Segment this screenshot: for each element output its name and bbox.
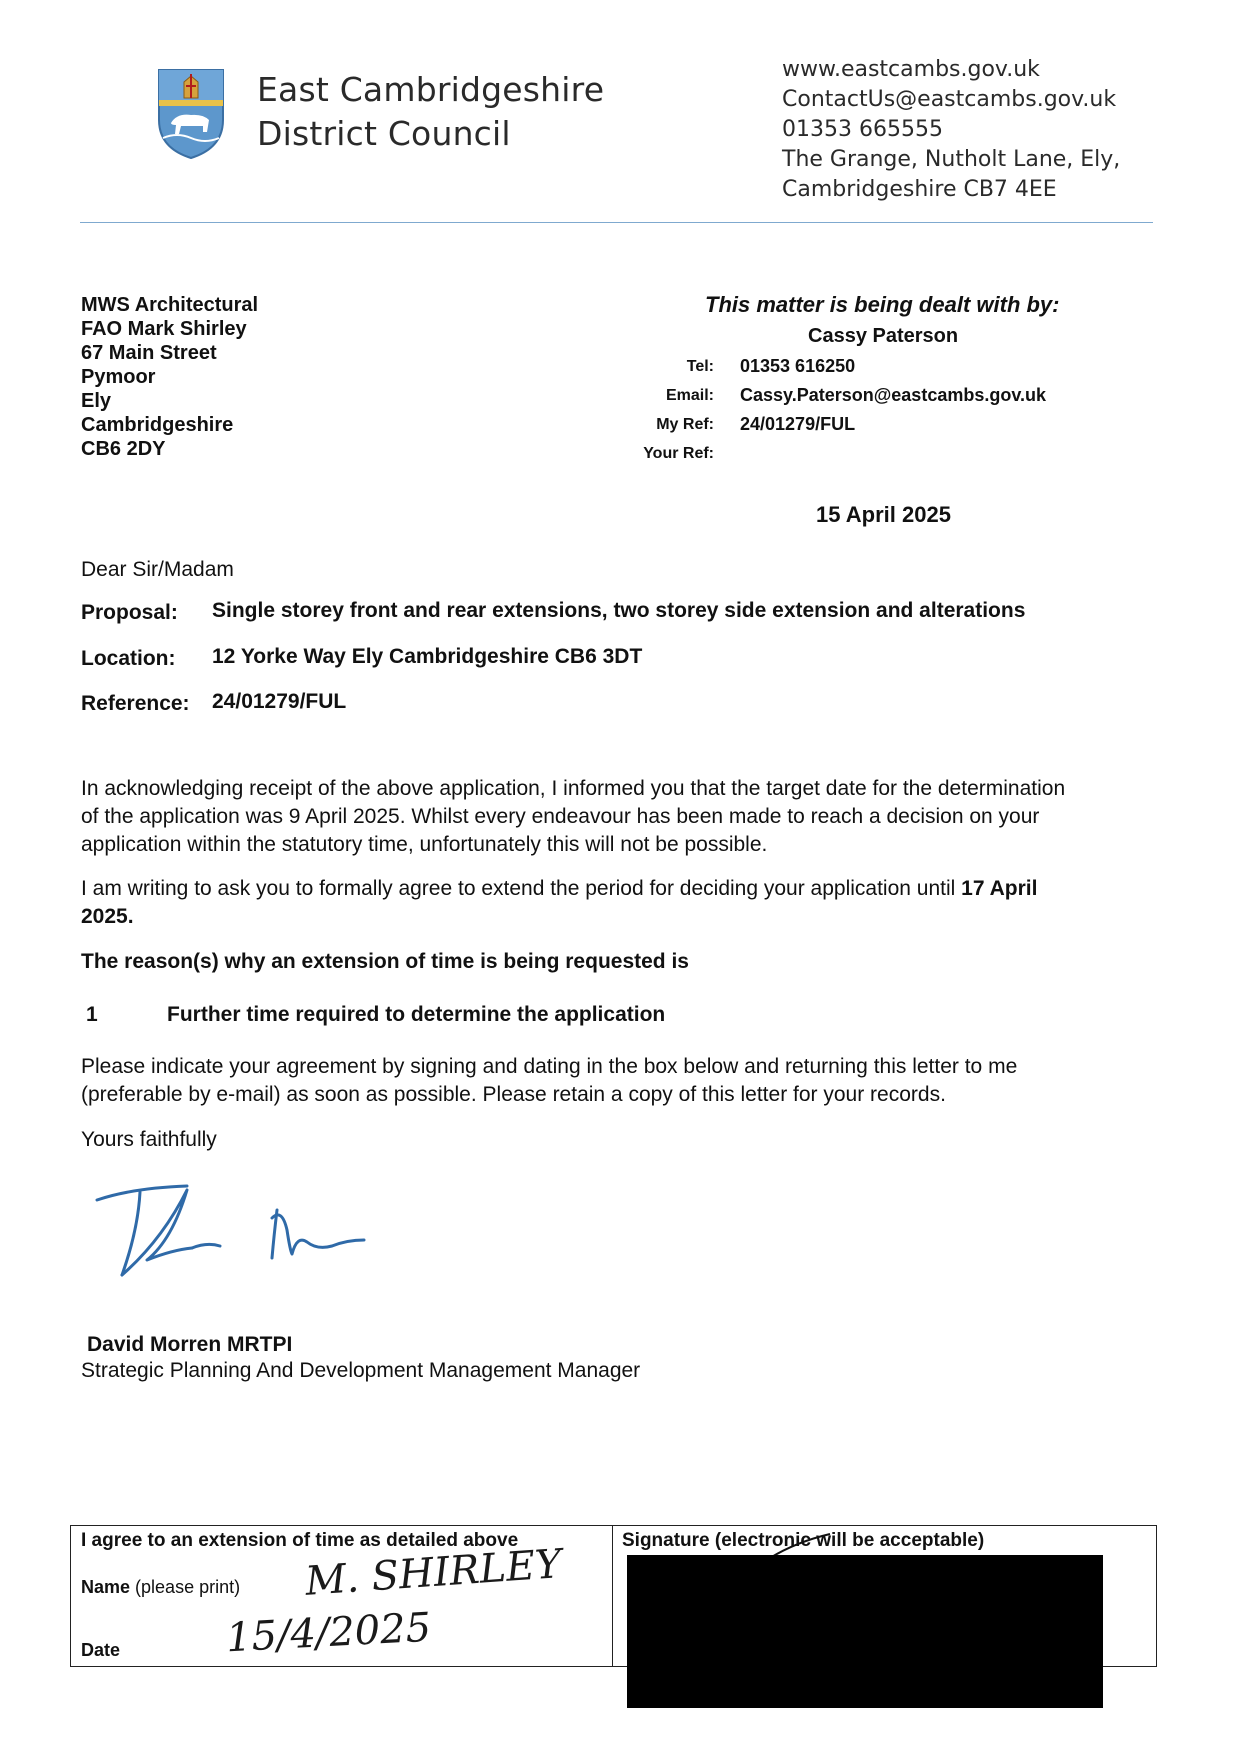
letter-date: 15 April 2025: [816, 502, 951, 527]
header-divider: [80, 222, 1153, 223]
reasons-heading: The reason(s) why an extension of time is being requested is: [81, 950, 689, 973]
recipient-line: CB6 2DY: [81, 438, 166, 460]
council-phone: 01353 665555: [782, 117, 943, 142]
body-paragraph-1-line: In acknowledging receipt of the above application, I informed you that the target date for the determination: [81, 777, 1066, 800]
body-paragraph-3-line: (preferable by e-mail) as soon as possible. Please retain a copy of this letter for your records.: [81, 1083, 946, 1106]
council-address-line2: Cambridgeshire CB7 4EE: [782, 177, 1057, 202]
email-label: Email:: [665, 387, 714, 404]
agreement-heading: I agree to an extension of time as detailed above: [81, 1530, 519, 1551]
case-officer-name: Cassy Paterson: [808, 325, 959, 347]
agreement-date-field[interactable]: 15/4/2025: [224, 1604, 433, 1662]
tel-label: Tel:: [686, 358, 714, 375]
recipient-line: 67 Main Street: [81, 342, 217, 364]
body-paragraph-1-line: of the application was 9 April 2025. Whilst every endeavour has been made to reach a decision on your: [81, 805, 1040, 828]
council-name-line2: District Council: [257, 114, 511, 153]
redacted-signature-block: [627, 1555, 1103, 1708]
recipient-line: Ely: [81, 390, 112, 412]
signature-label: Signature (electronic will be acceptable): [622, 1530, 985, 1551]
reason-number: 1: [86, 1003, 98, 1026]
reference-label: Reference:: [81, 692, 190, 715]
reason-text: Further time required to determine the application: [167, 1003, 666, 1026]
closing: Yours faithfully: [81, 1128, 217, 1151]
council-name-line1: East Cambridgeshire: [257, 70, 605, 109]
dealt-with-title: This matter is being dealt with by:: [705, 292, 1060, 317]
body-paragraph-2: [81, 875, 1161, 903]
extension-request-text: I am writing to ask you to formally agree to extend the period for deciding your application until: [81, 877, 962, 900]
location-label: Location:: [81, 647, 176, 670]
signatory-title: Strategic Planning And Development Management Manager: [81, 1359, 641, 1382]
council-crest-logo: [157, 68, 225, 160]
extension-date-part1: 17 April: [961, 877, 1038, 900]
recipient-line: Pymoor: [81, 366, 156, 388]
my-ref-label: My Ref:: [656, 416, 714, 433]
council-email[interactable]: ContactUs@eastcambs.gov.uk: [782, 87, 1117, 112]
recipient-line: FAO Mark Shirley: [81, 318, 247, 340]
council-address-line1: The Grange, Nutholt Lane, Ely,: [782, 147, 1121, 172]
name-label: Name: [81, 1577, 131, 1597]
your-ref-label: Your Ref:: [643, 445, 714, 462]
my-ref-value: 24/01279/FUL: [740, 414, 856, 434]
signatory-name: David Morren MRTPI: [87, 1333, 293, 1356]
body-paragraph-3-line: Please indicate your agreement by signing and dating in the box below and returning this letter to me: [81, 1055, 1018, 1078]
agreement-box-divider: [612, 1525, 613, 1667]
proposal-label: Proposal:: [81, 601, 178, 624]
council-website[interactable]: www.eastcambs.gov.uk: [782, 57, 1040, 82]
salutation: Dear Sir/Madam: [81, 558, 234, 581]
extension-date-part2: 2025.: [81, 905, 134, 928]
body-paragraph-1-line: application within the statutory time, unfortunately this will not be possible.: [81, 833, 768, 856]
handwritten-signature: [92, 1180, 392, 1290]
recipient-line: MWS Architectural: [81, 294, 259, 316]
name-hint: (please print): [135, 1577, 241, 1597]
email-value[interactable]: Cassy.Paterson@eastcambs.gov.uk: [740, 385, 1047, 405]
agreement-date-label: Date: [81, 1640, 121, 1660]
tel-value: 01353 616250: [740, 356, 856, 376]
proposal-value: Single storey front and rear extensions, two storey side extension and alterations: [212, 599, 1026, 622]
recipient-line: Cambridgeshire: [81, 414, 234, 436]
reference-value: 24/01279/FUL: [212, 690, 347, 713]
agreement-name-label: [81, 1577, 240, 1598]
agreement-name-field[interactable]: M. SHIRLEY: [303, 1541, 564, 1605]
location-value: 12 Yorke Way Ely Cambridgeshire CB6 3DT: [212, 645, 643, 668]
